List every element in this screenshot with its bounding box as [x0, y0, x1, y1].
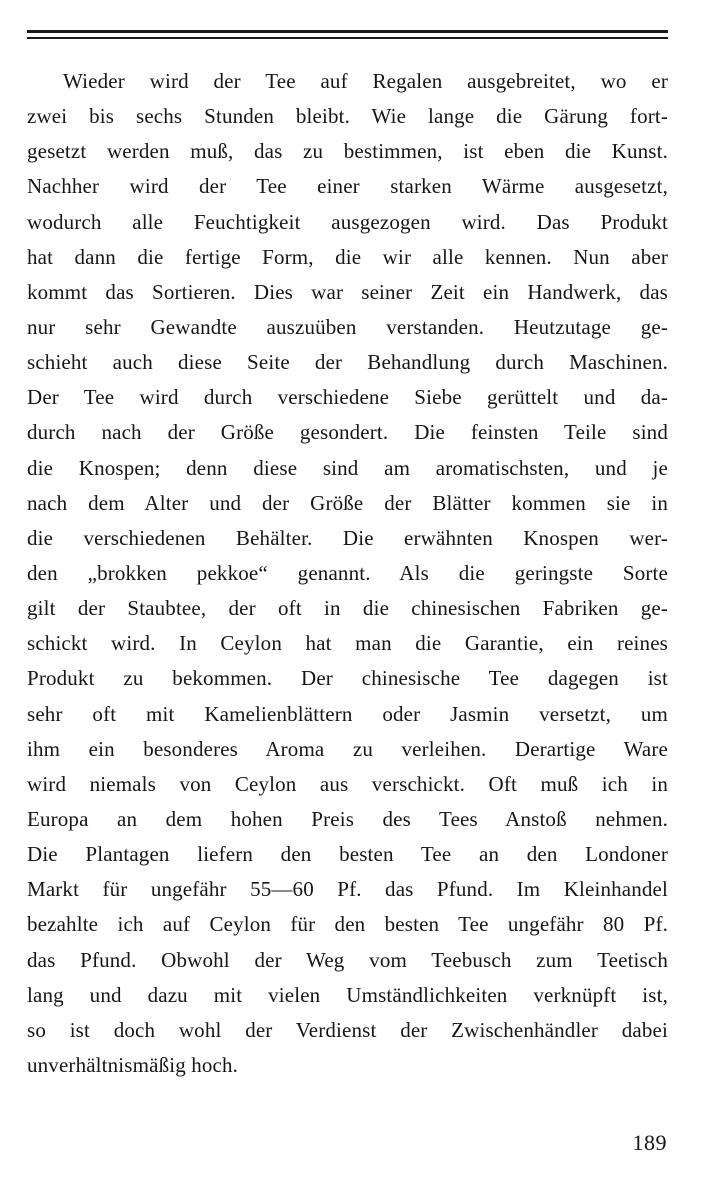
top-rule — [27, 30, 668, 33]
text-line: gilt der Staubtee, der oft in die chinesischen Fabriken ge- — [27, 596, 668, 621]
text-line: kommt das Sortieren. Dies war seiner Zeit ein Handwerk, das — [27, 279, 668, 304]
text-line: so ist doch wohl der Verdienst der Zwischenhändler dabei — [27, 1017, 668, 1042]
text-line: Die Plantagen liefern den besten Tee an den Londoner — [27, 842, 668, 867]
top-rule-thin — [27, 37, 668, 39]
text-line: den „brokken pekkoe“ genannt. Als die geringste Sorte — [27, 560, 668, 585]
text-line: Wieder wird der Tee auf Regalen ausgebreitet, wo er — [63, 69, 668, 93]
text-line: schieht auch diese Seite der Behandlung durch Maschinen. — [27, 350, 668, 375]
text-line: ihm ein besonderes Aroma zu verleihen. Derartige Ware — [27, 736, 668, 761]
body-text — [27, 64, 668, 1083]
text-line: die verschiedenen Behälter. Die erwähnten Knospen wer- — [27, 525, 668, 550]
text-line: die Knospen; denn diese sind am aromatischsten, und je — [27, 455, 668, 480]
text-line: wodurch alle Feuchtigkeit ausgezogen wird. Das Produkt — [27, 209, 668, 234]
text-line: Markt für ungefähr 55—60 Pf. das Pfund. Im Kleinhandel — [27, 877, 668, 902]
text-line: schickt wird. In Ceylon hat man die Garantie, ein reines — [27, 631, 668, 656]
text-line: wird niemals von Ceylon aus verschickt. Oft muß ich in — [27, 771, 668, 796]
page-number: 189 — [632, 1130, 667, 1155]
text-line: Produkt zu bekommen. Der chinesische Tee dagegen ist — [27, 666, 668, 691]
text-line: sehr oft mit Kamelienblättern oder Jasmin versetzt, um — [27, 701, 668, 726]
text-line: lang und dazu mit vielen Umständlichkeiten verknüpft ist, — [27, 982, 668, 1007]
text-line: durch nach der Größe gesondert. Die feinsten Teile sind — [27, 420, 668, 445]
text-line: nur sehr Gewandte auszuüben verstanden. Heutzutage ge- — [27, 314, 668, 339]
text-line: unverhältnismäßig hoch. — [27, 1052, 239, 1077]
text-line: zwei bis sechs Stunden bleibt. Wie lange die Gärung fort- — [27, 104, 668, 129]
text-line: bezahlte ich auf Ceylon für den besten Tee ungefähr 80 Pf. — [27, 912, 668, 937]
text-line: hat dann die fertige Form, die wir alle kennen. Nun aber — [27, 244, 668, 269]
text-line: Der Tee wird durch verschiedene Siebe gerüttelt und da- — [27, 385, 668, 410]
text-line: nach dem Alter und der Größe der Blätter kommen sie in — [27, 490, 668, 515]
text-line: Europa an dem hohen Preis des Tees Anstoß nehmen. — [27, 806, 668, 831]
text-line: Nachher wird der Tee einer starken Wärme ausgesetzt, — [27, 174, 668, 199]
text-line: gesetzt werden muß, das zu bestimmen, ist eben die Kunst. — [27, 139, 668, 164]
text-line: das Pfund. Obwohl der Weg vom Teebusch zum Teetisch — [27, 947, 668, 972]
